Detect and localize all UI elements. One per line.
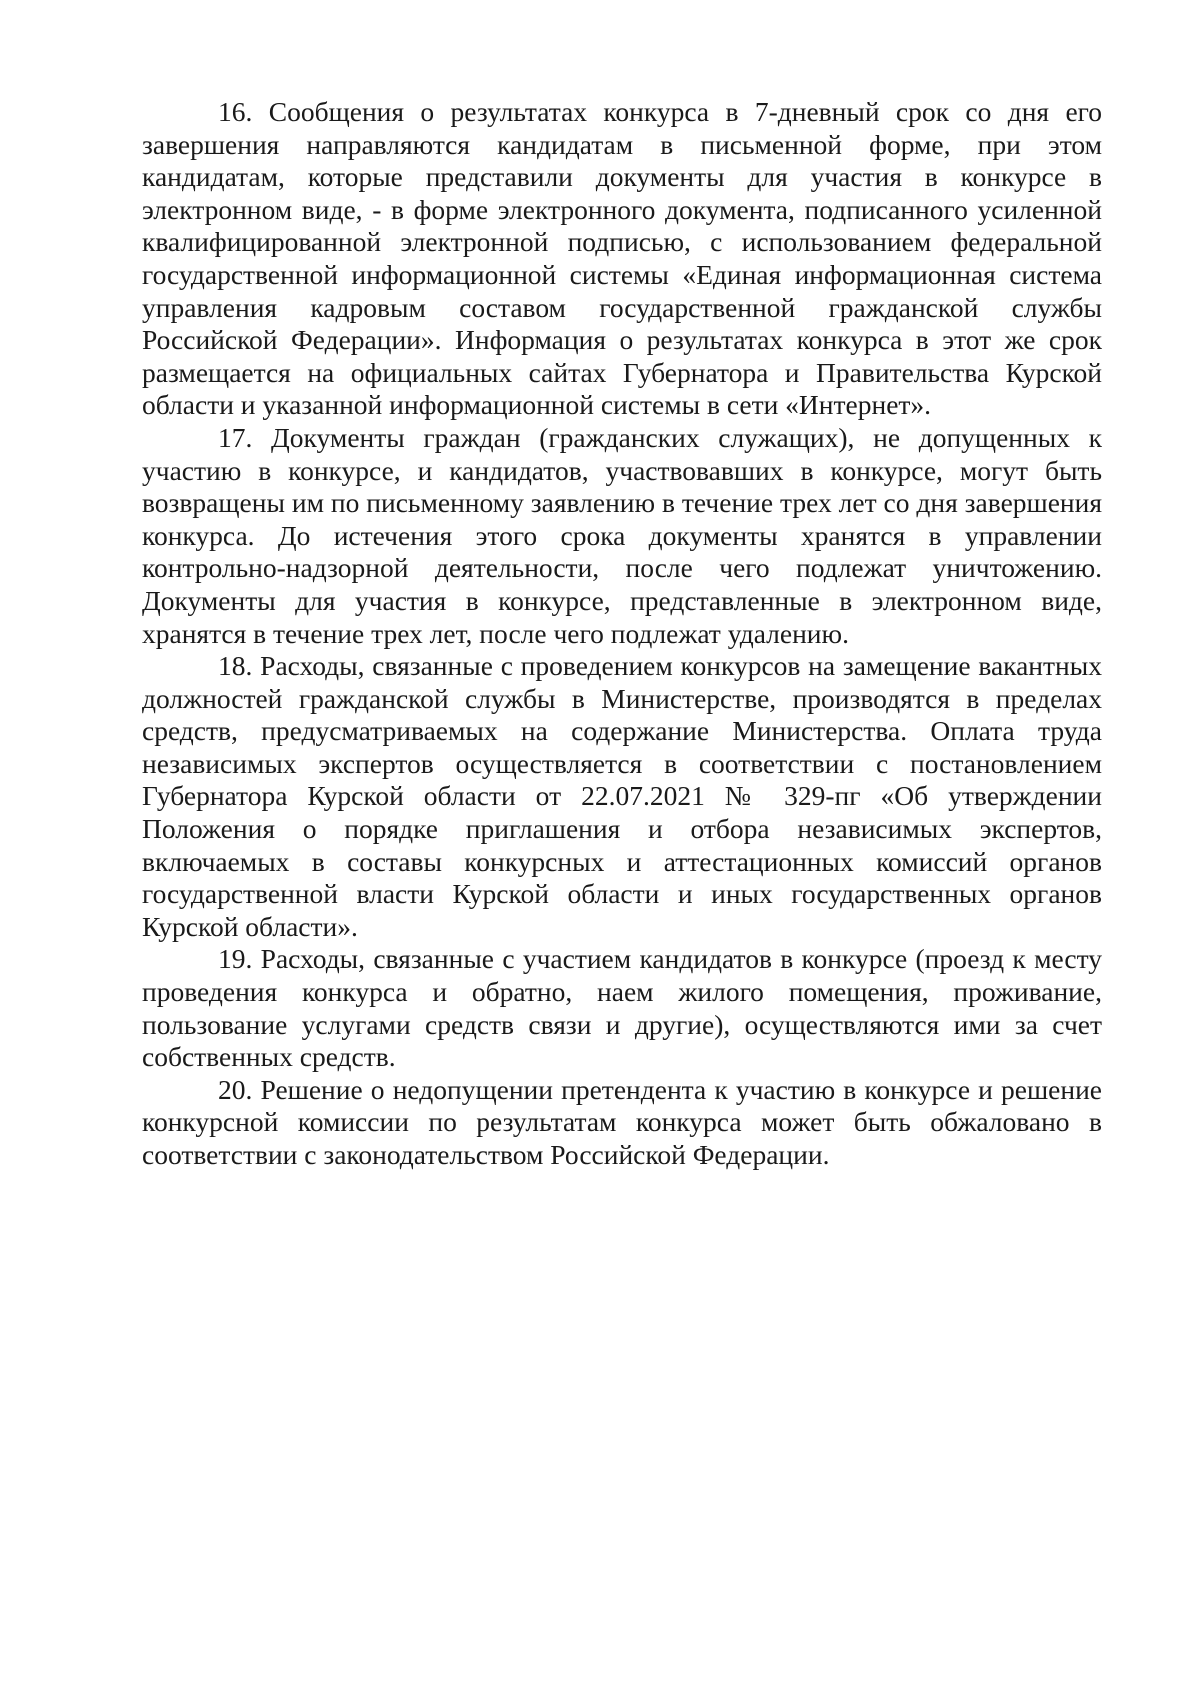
paragraph-17: 17. Документы граждан (гражданских служащих), не допущенных к участию в конкурсе, и кандидатов, участвовавших в конкурсе, могут быть возвращены им по письменному заявлению в течение трех лет со дня завершения конкурса. До истечения этого срока документы хранятся в управлении контрольно-надзорной деятельности, после чего подлежат уничтожению. Документы для участия в конкурсе, представленные в электронном виде, хранятся в течение трех лет, после чего подлежат удалению. (142, 421, 1102, 649)
paragraph-18: 18. Расходы, связанные с проведением конкурсов на замещение вакантных должностей гражданской службы в Министерстве, производятся в пределах средств, предусматриваемых на содержание Министерства. Оплата труда независимых экспертов осуществляется в соответствии с постановлением Губернатора Курской области от 22.07.2021 № 329-пг «Об утверждении Положения о порядке приглашения и отбора независимых экспертов, включаемых в составы конкурсных и аттестационных комиссий органов государственной власти Курской области и иных государственных органов Курской области». (142, 650, 1102, 942)
document-body (142, 96, 1102, 1172)
paragraph-19: 19. Расходы, связанные с участием кандидатов в конкурсе (проезд к месту проведения конкурса и обратно, наем жилого помещения, проживание, пользование услугами средств связи и другие), осуществляются ими за счет собственных средств. (142, 943, 1102, 1073)
paragraph-16: 16. Сообщения о результатах конкурса в 7-дневный срок со дня его завершения направляются кандидатам в письменной форме, при этом кандидатам, которые представили документы для участия в конкурсе в электронном виде, - в форме электронного документа, подписанного усиленной квалифицированной электронной подписью, с использованием федеральной государственной информационной системы «Единая информационная система управления кадровым составом государственной гражданской службы Российской Федерации». Информация о результатах конкурса в этот же срок размещается на официальных сайтах Губернатора и Правительства Курской области и указанной информационной системы в сети «Интернет». (142, 96, 1102, 421)
paragraph-20: 20. Решение о недопущении претендента к участию в конкурсе и решение конкурсной комиссии по результатам конкурса может быть обжаловано в соответствии с законодательством Российской Федерации. (142, 1073, 1102, 1170)
